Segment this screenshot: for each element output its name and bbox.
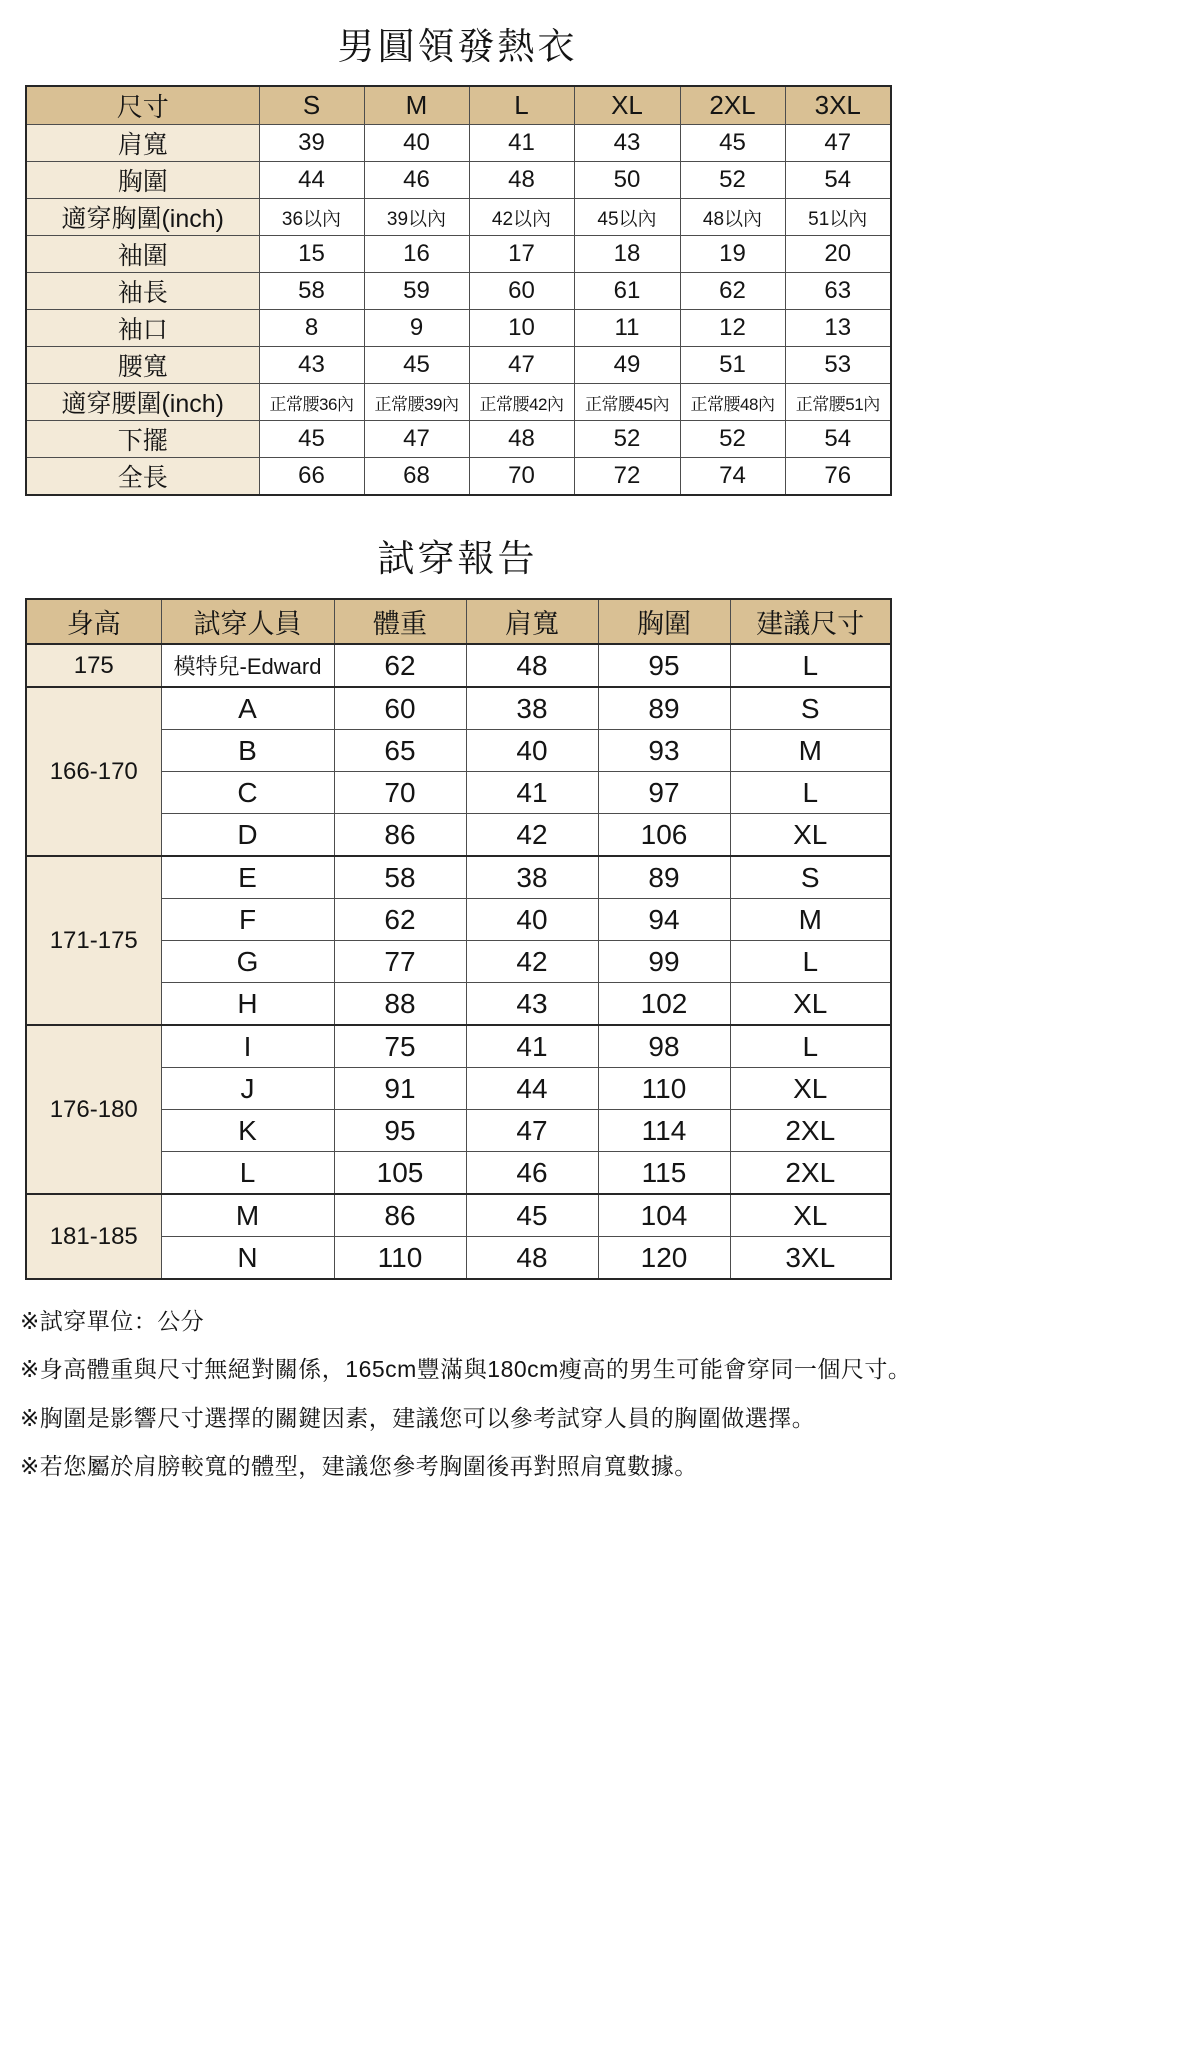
size-value-cell: 63	[785, 273, 891, 310]
size-value-cell: 36以內	[259, 199, 364, 236]
weight-cell: 110	[334, 1237, 466, 1280]
chest-cell: 93	[598, 730, 730, 772]
height-cell: 171-175	[26, 856, 161, 1025]
size-col-header: 尺寸	[26, 86, 259, 125]
fitting-col-header: 肩寬	[466, 599, 598, 644]
weight-cell: 95	[334, 1110, 466, 1152]
size-value-cell: 9	[364, 310, 469, 347]
size-value-cell: 62	[680, 273, 785, 310]
size-col-header: S	[259, 86, 364, 125]
size-value-cell: 42以內	[469, 199, 574, 236]
size-col-header: L	[469, 86, 574, 125]
size-value-cell: 47	[364, 421, 469, 458]
shoulder-cell: 48	[466, 644, 598, 687]
suggested-size-cell: L	[730, 644, 891, 687]
size-value-cell: 74	[680, 458, 785, 496]
fitting-report-table	[25, 598, 892, 1280]
size-chart-row	[26, 236, 891, 273]
person-cell: B	[161, 730, 334, 772]
size-value-cell: 45	[259, 421, 364, 458]
shoulder-cell: 44	[466, 1068, 598, 1110]
size-value-cell: 18	[574, 236, 680, 273]
size-value-cell: 54	[785, 162, 891, 199]
size-value-cell: 正常腰36內	[259, 384, 364, 421]
size-value-cell: 13	[785, 310, 891, 347]
size-value-cell: 76	[785, 458, 891, 496]
suggested-size-cell: XL	[730, 983, 891, 1026]
size-chart-table	[25, 85, 892, 496]
size-col-header: XL	[574, 86, 680, 125]
note-line: ※身高體重與尺寸無絕對關係，165cm豐滿與180cm瘦高的男生可能會穿同一個尺寸。	[20, 1356, 912, 1383]
suggested-size-cell: M	[730, 730, 891, 772]
note-line: ※試穿單位：公分	[20, 1308, 205, 1334]
weight-cell: 77	[334, 941, 466, 983]
size-value-cell: 66	[259, 458, 364, 496]
size-value-cell: 41	[469, 125, 574, 162]
chest-cell: 98	[598, 1025, 730, 1068]
measure-label: 腰寬	[26, 347, 259, 384]
size-chart-title: 男圓領發熱衣	[337, 26, 578, 67]
size-value-cell: 54	[785, 421, 891, 458]
chest-cell: 89	[598, 856, 730, 899]
size-value-cell: 正常腰39內	[364, 384, 469, 421]
size-chart-row	[26, 273, 891, 310]
weight-cell: 91	[334, 1068, 466, 1110]
measure-label: 袖長	[26, 273, 259, 310]
fitting-col-header: 身高	[26, 599, 161, 644]
size-chart-header-row	[26, 86, 891, 125]
size-value-cell: 10	[469, 310, 574, 347]
chest-cell: 106	[598, 814, 730, 857]
person-cell: K	[161, 1110, 334, 1152]
chest-cell: 120	[598, 1237, 730, 1280]
person-cell: C	[161, 772, 334, 814]
chest-cell: 94	[598, 899, 730, 941]
shoulder-cell: 38	[466, 687, 598, 730]
shoulder-cell: 48	[466, 1237, 598, 1280]
person-cell: L	[161, 1152, 334, 1195]
weight-cell: 88	[334, 983, 466, 1026]
height-cell: 176-180	[26, 1025, 161, 1194]
chest-cell: 110	[598, 1068, 730, 1110]
measure-label: 肩寬	[26, 125, 259, 162]
shoulder-cell: 45	[466, 1194, 598, 1237]
size-value-cell: 39	[259, 125, 364, 162]
fitting-row	[26, 687, 891, 730]
weight-cell: 86	[334, 814, 466, 857]
size-value-cell: 51以內	[785, 199, 891, 236]
shoulder-cell: 41	[466, 772, 598, 814]
suggested-size-cell: XL	[730, 1068, 891, 1110]
shoulder-cell: 41	[466, 1025, 598, 1068]
weight-cell: 60	[334, 687, 466, 730]
size-chart-row	[26, 162, 891, 199]
fitting-col-header: 胸圍	[598, 599, 730, 644]
size-value-cell: 47	[785, 125, 891, 162]
size-value-cell: 正常腰45內	[574, 384, 680, 421]
size-value-cell: 45以內	[574, 199, 680, 236]
weight-cell: 62	[334, 644, 466, 687]
fitting-row	[26, 1194, 891, 1237]
shoulder-cell: 42	[466, 814, 598, 857]
size-value-cell: 72	[574, 458, 680, 496]
size-value-cell: 59	[364, 273, 469, 310]
note-line: ※若您屬於肩膀較寬的體型，建議您參考胸圍後再對照肩寬數據。	[20, 1453, 698, 1480]
size-value-cell: 48	[469, 162, 574, 199]
size-value-cell: 51	[680, 347, 785, 384]
size-value-cell: 45	[364, 347, 469, 384]
measure-label: 下擺	[26, 421, 259, 458]
person-cell: H	[161, 983, 334, 1026]
size-chart-row	[26, 125, 891, 162]
shoulder-cell: 40	[466, 899, 598, 941]
size-chart-row	[26, 458, 891, 496]
size-value-cell: 70	[469, 458, 574, 496]
fitting-row	[26, 1025, 891, 1068]
fitting-col-header: 建議尺寸	[730, 599, 891, 644]
shoulder-cell: 47	[466, 1110, 598, 1152]
height-cell: 166-170	[26, 687, 161, 856]
height-cell: 181-185	[26, 1194, 161, 1279]
size-value-cell: 48以內	[680, 199, 785, 236]
fitting-col-header: 體重	[334, 599, 466, 644]
size-value-cell: 正常腰48內	[680, 384, 785, 421]
weight-cell: 86	[334, 1194, 466, 1237]
measure-label: 袖口	[26, 310, 259, 347]
weight-cell: 65	[334, 730, 466, 772]
size-value-cell: 52	[574, 421, 680, 458]
chest-cell: 115	[598, 1152, 730, 1195]
suggested-size-cell: L	[730, 772, 891, 814]
footnotes	[20, 1308, 1200, 1480]
size-chart-row	[26, 199, 891, 236]
size-value-cell: 39以內	[364, 199, 469, 236]
person-cell: G	[161, 941, 334, 983]
size-value-cell: 20	[785, 236, 891, 273]
shoulder-cell: 43	[466, 983, 598, 1026]
size-value-cell: 52	[680, 421, 785, 458]
size-value-cell: 60	[469, 273, 574, 310]
size-value-cell: 53	[785, 347, 891, 384]
chest-cell: 95	[598, 644, 730, 687]
fitting-row	[26, 856, 891, 899]
size-value-cell: 15	[259, 236, 364, 273]
person-cell: M	[161, 1194, 334, 1237]
chest-cell: 89	[598, 687, 730, 730]
shoulder-cell: 40	[466, 730, 598, 772]
size-col-header: 2XL	[680, 86, 785, 125]
suggested-size-cell: M	[730, 899, 891, 941]
size-value-cell: 61	[574, 273, 680, 310]
suggested-size-cell: XL	[730, 814, 891, 857]
size-value-cell: 40	[364, 125, 469, 162]
weight-cell: 105	[334, 1152, 466, 1195]
fitting-col-header: 試穿人員	[161, 599, 334, 644]
weight-cell: 58	[334, 856, 466, 899]
measure-label: 胸圍	[26, 162, 259, 199]
note-line: ※胸圍是影響尺寸選擇的關鍵因素，建議您可以參考試穿人員的胸圍做選擇。	[20, 1404, 816, 1431]
shoulder-cell: 38	[466, 856, 598, 899]
chest-cell: 97	[598, 772, 730, 814]
fitting-row	[26, 644, 891, 687]
suggested-size-cell: XL	[730, 1194, 891, 1237]
size-value-cell: 19	[680, 236, 785, 273]
person-cell: I	[161, 1025, 334, 1068]
suggested-size-cell: L	[730, 1025, 891, 1068]
person-cell: F	[161, 899, 334, 941]
size-chart-row	[26, 310, 891, 347]
chest-cell: 114	[598, 1110, 730, 1152]
suggested-size-cell: 3XL	[730, 1237, 891, 1280]
weight-cell: 62	[334, 899, 466, 941]
shoulder-cell: 46	[466, 1152, 598, 1195]
size-value-cell: 正常腰51內	[785, 384, 891, 421]
suggested-size-cell: 2XL	[730, 1152, 891, 1195]
fitting-report-head	[26, 599, 891, 644]
size-chart-row	[26, 421, 891, 458]
height-cell: 175	[26, 644, 161, 687]
size-col-header: M	[364, 86, 469, 125]
size-value-cell: 46	[364, 162, 469, 199]
size-value-cell: 16	[364, 236, 469, 273]
chest-cell: 99	[598, 941, 730, 983]
fitting-report-title: 試穿報告	[377, 538, 538, 579]
person-cell: J	[161, 1068, 334, 1110]
fitting-report-header-row	[26, 599, 891, 644]
person-cell: 模特兒-Edward	[161, 644, 334, 687]
chest-cell: 104	[598, 1194, 730, 1237]
size-value-cell: 49	[574, 347, 680, 384]
person-cell: E	[161, 856, 334, 899]
measure-label: 全長	[26, 458, 259, 496]
size-value-cell: 48	[469, 421, 574, 458]
size-chart-row	[26, 384, 891, 421]
suggested-size-cell: S	[730, 687, 891, 730]
size-value-cell: 52	[680, 162, 785, 199]
fitting-report-body	[26, 644, 891, 1279]
size-value-cell: 8	[259, 310, 364, 347]
weight-cell: 70	[334, 772, 466, 814]
chest-cell: 102	[598, 983, 730, 1026]
size-value-cell: 50	[574, 162, 680, 199]
size-value-cell: 12	[680, 310, 785, 347]
size-value-cell: 58	[259, 273, 364, 310]
suggested-size-cell: 2XL	[730, 1110, 891, 1152]
measure-label: 適穿胸圍(inch)	[26, 199, 259, 236]
measure-label: 袖圍	[26, 236, 259, 273]
size-value-cell: 正常腰42內	[469, 384, 574, 421]
size-chart-head	[26, 86, 891, 125]
person-cell: N	[161, 1237, 334, 1280]
suggested-size-cell: S	[730, 856, 891, 899]
size-col-header: 3XL	[785, 86, 891, 125]
shoulder-cell: 42	[466, 941, 598, 983]
size-value-cell: 11	[574, 310, 680, 347]
size-value-cell: 45	[680, 125, 785, 162]
size-value-cell: 68	[364, 458, 469, 496]
size-value-cell: 43	[259, 347, 364, 384]
suggested-size-cell: L	[730, 941, 891, 983]
size-chart-body	[26, 125, 891, 496]
size-value-cell: 47	[469, 347, 574, 384]
size-value-cell: 43	[574, 125, 680, 162]
size-chart-row	[26, 347, 891, 384]
size-value-cell: 17	[469, 236, 574, 273]
weight-cell: 75	[334, 1025, 466, 1068]
person-cell: D	[161, 814, 334, 857]
person-cell: A	[161, 687, 334, 730]
measure-label: 適穿腰圍(inch)	[26, 384, 259, 421]
size-value-cell: 44	[259, 162, 364, 199]
